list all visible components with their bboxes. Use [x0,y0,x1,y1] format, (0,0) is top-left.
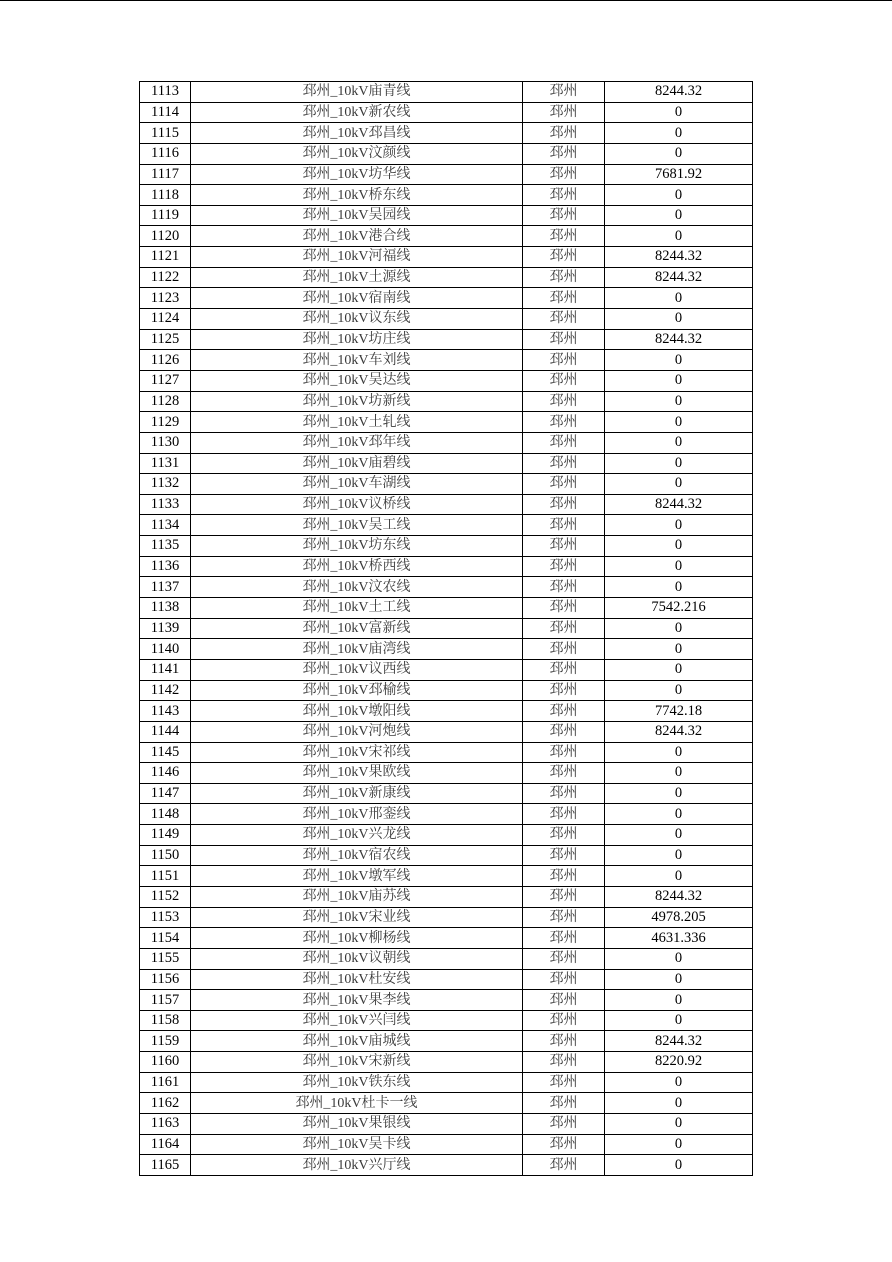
table-row [140,82,753,103]
table-row [140,515,753,536]
value-cell: 8244.32 [605,1031,753,1052]
region-cell: 邳州 [523,948,605,969]
region-cell: 邳州 [523,1031,605,1052]
row-number-cell: 1142 [140,680,191,701]
region-cell: 邳州 [523,845,605,866]
line-name-cell: 邳州_10kV果银线 [191,1114,523,1135]
line-name-cell: 邳州_10kV杜卡一线 [191,1093,523,1114]
row-number-cell: 1154 [140,928,191,949]
line-name-cell: 邳州_10kV议西线 [191,659,523,680]
region-cell: 邳州 [523,763,605,784]
line-name-cell: 邳州_10kV新康线 [191,783,523,804]
region-cell: 邳州 [523,618,605,639]
line-name-cell: 邳州_10kV邳昌线 [191,123,523,144]
region-cell: 邳州 [523,928,605,949]
region-cell: 邳州 [523,143,605,164]
table-row [140,659,753,680]
line-name-cell: 邳州_10kV墩阳线 [191,701,523,722]
line-name-cell: 邳州_10kV车湖线 [191,474,523,495]
region-cell: 邳州 [523,804,605,825]
row-number-cell: 1140 [140,639,191,660]
row-number-cell: 1164 [140,1134,191,1155]
value-cell: 0 [605,1134,753,1155]
table-row [140,247,753,268]
value-cell: 0 [605,742,753,763]
region-cell: 邳州 [523,412,605,433]
line-name-cell: 邳州_10kV汶颜线 [191,143,523,164]
line-name-cell: 邳州_10kV兴厅线 [191,1155,523,1176]
row-number-cell: 1149 [140,825,191,846]
region-cell: 邳州 [523,267,605,288]
value-cell: 0 [605,556,753,577]
table-row [140,866,753,887]
table-row [140,1072,753,1093]
region-cell: 邳州 [523,432,605,453]
value-cell: 0 [605,288,753,309]
value-cell: 0 [605,350,753,371]
row-number-cell: 1132 [140,474,191,495]
line-name-cell: 邳州_10kV宋新线 [191,1052,523,1073]
region-cell: 邳州 [523,990,605,1011]
line-name-cell: 邳州_10kV新农线 [191,102,523,123]
table-row [140,1093,753,1114]
row-number-cell: 1136 [140,556,191,577]
row-number-cell: 1123 [140,288,191,309]
line-name-cell: 邳州_10kV吴达线 [191,370,523,391]
value-cell: 7681.92 [605,164,753,185]
region-cell: 邳州 [523,205,605,226]
value-cell: 0 [605,1072,753,1093]
table-row [140,990,753,1011]
table-body [140,82,753,1176]
value-cell: 8220.92 [605,1052,753,1073]
value-cell: 0 [605,391,753,412]
line-name-cell: 邳州_10kV汶农线 [191,577,523,598]
region-cell: 邳州 [523,1052,605,1073]
row-number-cell: 1117 [140,164,191,185]
row-number-cell: 1131 [140,453,191,474]
line-name-cell: 邳州_10kV议桥线 [191,494,523,515]
row-number-cell: 1125 [140,329,191,350]
table-row [140,205,753,226]
table-row [140,948,753,969]
line-name-cell: 邳州_10kV宋祁线 [191,742,523,763]
region-cell: 邳州 [523,494,605,515]
table-row [140,804,753,825]
row-number-cell: 1145 [140,742,191,763]
line-name-cell: 邳州_10kV邳年线 [191,432,523,453]
region-cell: 邳州 [523,370,605,391]
value-cell: 0 [605,185,753,206]
value-cell: 0 [605,102,753,123]
line-name-cell: 邳州_10kV桥西线 [191,556,523,577]
line-name-cell: 邳州_10kV铁东线 [191,1072,523,1093]
row-number-cell: 1160 [140,1052,191,1073]
value-cell: 0 [605,948,753,969]
table-row [140,536,753,557]
table-row [140,309,753,330]
row-number-cell: 1137 [140,577,191,598]
row-number-cell: 1156 [140,969,191,990]
value-cell: 4631.336 [605,928,753,949]
line-name-cell: 邳州_10kV吴工线 [191,515,523,536]
value-cell: 8244.32 [605,494,753,515]
line-name-cell: 邳州_10kV议朝线 [191,948,523,969]
table-row [140,185,753,206]
table-row [140,288,753,309]
region-cell: 邳州 [523,164,605,185]
table-row [140,226,753,247]
table-row [140,102,753,123]
line-name-cell: 邳州_10kV坊新线 [191,391,523,412]
line-name-cell: 邳州_10kV兴龙线 [191,825,523,846]
region-cell: 邳州 [523,226,605,247]
region-cell: 邳州 [523,123,605,144]
region-cell: 邳州 [523,825,605,846]
row-number-cell: 1157 [140,990,191,1011]
table-row [140,329,753,350]
line-data-table [139,81,753,1176]
value-cell: 0 [605,474,753,495]
row-number-cell: 1161 [140,1072,191,1093]
row-number-cell: 1127 [140,370,191,391]
region-cell: 邳州 [523,886,605,907]
row-number-cell: 1138 [140,598,191,619]
table-row [140,907,753,928]
value-cell: 0 [605,1093,753,1114]
region-cell: 邳州 [523,969,605,990]
line-name-cell: 邳州_10kV宋业线 [191,907,523,928]
row-number-cell: 1119 [140,205,191,226]
region-cell: 邳州 [523,598,605,619]
region-cell: 邳州 [523,82,605,103]
region-cell: 邳州 [523,1155,605,1176]
line-name-cell: 邳州_10kV庙湾线 [191,639,523,660]
region-cell: 邳州 [523,288,605,309]
region-cell: 邳州 [523,639,605,660]
row-number-cell: 1114 [140,102,191,123]
table-row [140,432,753,453]
value-cell: 8244.32 [605,721,753,742]
value-cell: 8244.32 [605,267,753,288]
table-row [140,370,753,391]
row-number-cell: 1148 [140,804,191,825]
line-name-cell: 邳州_10kV议东线 [191,309,523,330]
region-cell: 邳州 [523,350,605,371]
value-cell: 0 [605,1010,753,1031]
row-number-cell: 1141 [140,659,191,680]
value-cell: 0 [605,1114,753,1135]
value-cell: 0 [605,680,753,701]
line-name-cell: 邳州_10kV庙苏线 [191,886,523,907]
value-cell: 0 [605,969,753,990]
region-cell: 邳州 [523,515,605,536]
line-name-cell: 邳州_10kV坊庄线 [191,329,523,350]
line-name-cell: 邳州_10kV土工线 [191,598,523,619]
value-cell: 0 [605,432,753,453]
row-number-cell: 1159 [140,1031,191,1052]
region-cell: 邳州 [523,659,605,680]
row-number-cell: 1124 [140,309,191,330]
row-number-cell: 1155 [140,948,191,969]
line-name-cell: 邳州_10kV庙青线 [191,82,523,103]
value-cell: 0 [605,866,753,887]
row-number-cell: 1133 [140,494,191,515]
line-name-cell: 邳州_10kV宿南线 [191,288,523,309]
region-cell: 邳州 [523,185,605,206]
row-number-cell: 1163 [140,1114,191,1135]
value-cell: 8244.32 [605,886,753,907]
value-cell: 0 [605,453,753,474]
table-row [140,928,753,949]
line-name-cell: 邳州_10kV港合线 [191,226,523,247]
value-cell: 0 [605,618,753,639]
table-row [140,556,753,577]
row-number-cell: 1153 [140,907,191,928]
row-number-cell: 1128 [140,391,191,412]
value-cell: 0 [605,412,753,433]
row-number-cell: 1165 [140,1155,191,1176]
table-row [140,577,753,598]
row-number-cell: 1134 [140,515,191,536]
row-number-cell: 1146 [140,763,191,784]
region-cell: 邳州 [523,783,605,804]
row-number-cell: 1144 [140,721,191,742]
line-name-cell: 邳州_10kV富新线 [191,618,523,639]
table-row [140,391,753,412]
line-name-cell: 邳州_10kV果欧线 [191,763,523,784]
page-top-rule [0,0,892,1]
line-name-cell: 邳州_10kV邢銮线 [191,804,523,825]
region-cell: 邳州 [523,247,605,268]
table-row [140,1010,753,1031]
table-row [140,721,753,742]
value-cell: 0 [605,783,753,804]
region-cell: 邳州 [523,474,605,495]
region-cell: 邳州 [523,866,605,887]
region-cell: 邳州 [523,742,605,763]
line-name-cell: 邳州_10kV土源线 [191,267,523,288]
region-cell: 邳州 [523,721,605,742]
table-row [140,412,753,433]
line-name-cell: 邳州_10kV庙城线 [191,1031,523,1052]
table-row [140,845,753,866]
line-name-cell: 邳州_10kV邳榆线 [191,680,523,701]
region-cell: 邳州 [523,453,605,474]
line-name-cell: 邳州_10kV墩军线 [191,866,523,887]
table-row [140,1114,753,1135]
value-cell: 0 [605,763,753,784]
value-cell: 0 [605,845,753,866]
table-row [140,1134,753,1155]
table-row [140,639,753,660]
line-name-cell: 邳州_10kV宿农线 [191,845,523,866]
value-cell: 0 [605,309,753,330]
value-cell: 0 [605,1155,753,1176]
region-cell: 邳州 [523,309,605,330]
row-number-cell: 1118 [140,185,191,206]
table-row [140,143,753,164]
value-cell: 0 [605,639,753,660]
value-cell: 0 [605,990,753,1011]
region-cell: 邳州 [523,391,605,412]
line-name-cell: 邳州_10kV吴卡线 [191,1134,523,1155]
table-row [140,474,753,495]
row-number-cell: 1162 [140,1093,191,1114]
line-name-cell: 邳州_10kV杜安线 [191,969,523,990]
value-cell: 8244.32 [605,247,753,268]
region-cell: 邳州 [523,556,605,577]
table-row [140,763,753,784]
value-cell: 8244.32 [605,82,753,103]
line-name-cell: 邳州_10kV果李线 [191,990,523,1011]
table-row [140,701,753,722]
line-name-cell: 邳州_10kV土轧线 [191,412,523,433]
region-cell: 邳州 [523,536,605,557]
line-name-cell: 邳州_10kV庙碧线 [191,453,523,474]
region-cell: 邳州 [523,680,605,701]
value-cell: 0 [605,205,753,226]
line-name-cell: 邳州_10kV吴园线 [191,205,523,226]
row-number-cell: 1130 [140,432,191,453]
table-row [140,1052,753,1073]
value-cell: 0 [605,515,753,536]
region-cell: 邳州 [523,701,605,722]
row-number-cell: 1151 [140,866,191,887]
value-cell: 0 [605,577,753,598]
table-row [140,969,753,990]
line-name-cell: 邳州_10kV车刘线 [191,350,523,371]
table-row [140,123,753,144]
row-number-cell: 1120 [140,226,191,247]
table-row [140,886,753,907]
value-cell: 0 [605,226,753,247]
line-name-cell: 邳州_10kV坊东线 [191,536,523,557]
value-cell: 0 [605,659,753,680]
row-number-cell: 1113 [140,82,191,103]
value-cell: 0 [605,123,753,144]
table-row [140,453,753,474]
line-name-cell: 邳州_10kV兴闫线 [191,1010,523,1031]
line-name-cell: 邳州_10kV河炮线 [191,721,523,742]
row-number-cell: 1158 [140,1010,191,1031]
row-number-cell: 1121 [140,247,191,268]
value-cell: 7742.18 [605,701,753,722]
table-row [140,680,753,701]
row-number-cell: 1135 [140,536,191,557]
table-row [140,598,753,619]
value-cell: 0 [605,370,753,391]
row-number-cell: 1150 [140,845,191,866]
value-cell: 0 [605,825,753,846]
region-cell: 邳州 [523,1072,605,1093]
row-number-cell: 1147 [140,783,191,804]
region-cell: 邳州 [523,577,605,598]
region-cell: 邳州 [523,329,605,350]
row-number-cell: 1115 [140,123,191,144]
line-name-cell: 邳州_10kV柳杨线 [191,928,523,949]
row-number-cell: 1143 [140,701,191,722]
value-cell: 0 [605,536,753,557]
row-number-cell: 1116 [140,143,191,164]
value-cell: 7542.216 [605,598,753,619]
row-number-cell: 1126 [140,350,191,371]
table-row [140,494,753,515]
region-cell: 邳州 [523,102,605,123]
table-row [140,1031,753,1052]
region-cell: 邳州 [523,1114,605,1135]
region-cell: 邳州 [523,1093,605,1114]
region-cell: 邳州 [523,907,605,928]
line-name-cell: 邳州_10kV桥东线 [191,185,523,206]
value-cell: 0 [605,804,753,825]
line-name-cell: 邳州_10kV河福线 [191,247,523,268]
table-row [140,618,753,639]
row-number-cell: 1152 [140,886,191,907]
table-row [140,1155,753,1176]
value-cell: 4978.205 [605,907,753,928]
row-number-cell: 1122 [140,267,191,288]
value-cell: 8244.32 [605,329,753,350]
table-row [140,267,753,288]
region-cell: 邳州 [523,1010,605,1031]
table-row [140,164,753,185]
value-cell: 0 [605,143,753,164]
table-row [140,350,753,371]
row-number-cell: 1129 [140,412,191,433]
table-row [140,825,753,846]
line-name-cell: 邳州_10kV坊华线 [191,164,523,185]
table-row [140,783,753,804]
row-number-cell: 1139 [140,618,191,639]
table-row [140,742,753,763]
region-cell: 邳州 [523,1134,605,1155]
